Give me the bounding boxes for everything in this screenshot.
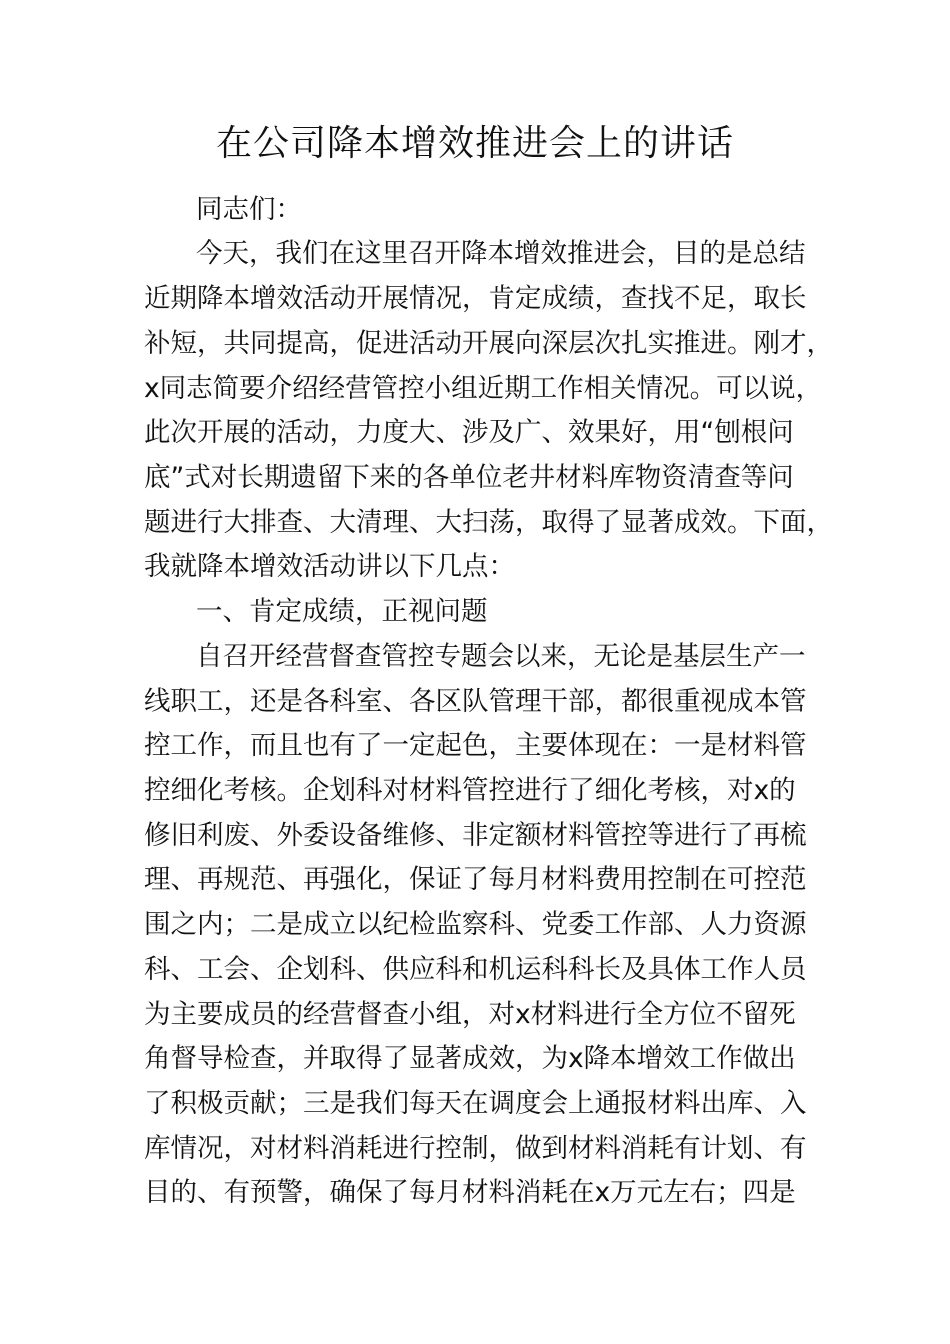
paragraph-line: 今天，我们在这里召开降本增效推进会，目的是总结 <box>196 238 806 269</box>
paragraph-line: 科、工会、企划科、供应科和机运科科长及具体工作人员 <box>144 954 807 985</box>
paragraph-line: 库情况，对材料消耗进行控制，做到材料消耗有计划、有 <box>144 1133 807 1164</box>
paragraph-line: 近期降本增效活动开展情况，肯定成绩，查找不足，取长 <box>144 283 807 314</box>
paragraph-line: 目的、有预警，确保了每月材料消耗在x万元左右；四是 <box>144 1177 796 1208</box>
paragraph-line: 理、再规范、再强化，保证了每月材料费用控制在可控范 <box>144 864 807 895</box>
paragraph-line: 修旧利废、外委设备维修、非定额材料管控等进行了再梳 <box>144 820 807 851</box>
paragraph-line: 为主要成员的经营督查小组，对x材料进行全方位不留死 <box>144 999 796 1030</box>
paragraph-line: 了积极贡献；三是我们每天在调度会上通报材料出库、入 <box>144 1088 807 1119</box>
section-heading: 一、肯定成绩，正视问题 <box>196 596 488 627</box>
paragraph-line: 线职工，还是各科室、各区队管理干部，都很重视成本管 <box>144 686 807 717</box>
document-title: 在公司降本增效推进会上的讲话 <box>215 123 734 164</box>
paragraph-line: 我就降本增效活动讲以下几点： <box>144 551 515 582</box>
paragraph-line: 题进行大排查、大清理、大扫荡，取得了显著成效。下面， <box>144 507 833 538</box>
paragraph-line: 底”式对长期遗留下来的各单位老井材料库物资清查等问 <box>144 462 794 493</box>
paragraph-line: 控工作，而且也有了一定起色，主要体现在：一是材料管 <box>144 730 807 761</box>
paragraph-line: 控细化考核。企划科对材料管控进行了细化考核，对x的 <box>144 775 796 806</box>
salutation: 同志们： <box>196 194 302 225</box>
paragraph-line: 角督导检查，并取得了显著成效，为x降本增效工作做出 <box>144 1043 796 1074</box>
paragraph-line: 围之内；二是成立以纪检监察科、党委工作部、人力资源 <box>144 909 807 940</box>
paragraph-line: 补短，共同提高，促进活动开展向深层次扎实推进。刚才， <box>144 328 833 359</box>
paragraph-line: 自召开经营督查管控专题会以来，无论是基层生产一 <box>196 641 806 672</box>
paragraph-line: 此次开展的活动，力度大、涉及广、效果好，用“刨根问 <box>144 417 794 448</box>
paragraph-line: x同志简要介绍经营管控小组近期工作相关情况。可以说， <box>144 373 823 404</box>
